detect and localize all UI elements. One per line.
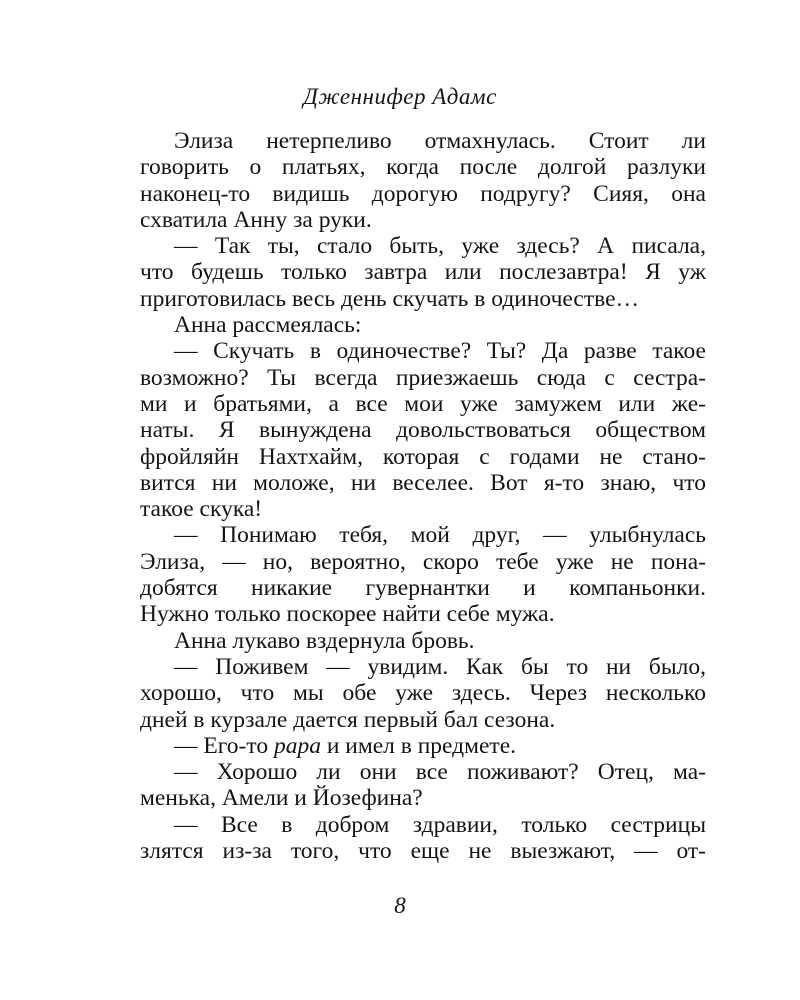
text-line: наты. Я вынуждена довольствоваться обществом: [140, 417, 706, 444]
text-line: ми и братьями, а все мои уже замужем или же-: [140, 390, 706, 417]
text-line: Анна рассмеялась:: [174, 312, 362, 339]
text-line: — Хорошо ли они все поживают? Отец, ма-: [174, 759, 706, 786]
text-line: Элиза, — но, вероятно, скоро тебе уже не пона-: [140, 548, 706, 575]
italic-word: papa: [273, 732, 321, 759]
text-line: — Все в добром здравии, только сестрицы: [174, 811, 706, 838]
text-line: Элиза нетерпеливо отмахнулась. Стоит ли: [174, 128, 706, 154]
paragraph: [140, 654, 706, 733]
paragraph: [140, 233, 706, 312]
page-number: 8: [394, 893, 406, 918]
paragraph: [140, 733, 706, 759]
text-run: и имел в предмете.: [320, 732, 517, 759]
page-body: [140, 128, 706, 864]
text-line: добятся никакие гувернантки и компаньонки.: [140, 575, 706, 602]
text-line: вится ни моложе, ни веселее. Вот я-то знаю, что: [140, 469, 706, 496]
text-line: — Скучать в одиночестве? Ты? Да разве такое: [174, 338, 706, 365]
text-line: — Поживем — увидим. Как бы то ни было,: [174, 653, 706, 680]
paragraph: [140, 338, 706, 522]
text-line: говорить о платьях, когда после долгой разлуки: [140, 154, 706, 181]
text-run: — Его-то: [174, 732, 274, 759]
text-line: схватила Анну за руки.: [140, 206, 372, 233]
paragraph: [140, 522, 706, 627]
text-line: Нужно только поскорее найти себе мужа.: [140, 601, 555, 628]
text-line: дней в курзале дается первый бал сезона.: [140, 706, 556, 733]
text-line: — Понимаю тебя, мой друг, — улыбнулась: [174, 522, 706, 549]
paragraph: [140, 128, 706, 233]
text-line: Анна лукаво вздернула бровь.: [174, 627, 475, 654]
paragraph: [140, 812, 706, 865]
text-line: — Так ты, стало быть, уже здесь? А писала,: [174, 233, 706, 260]
paragraph: [140, 759, 706, 812]
text-line: менька, Амели и Йозефина?: [140, 785, 423, 812]
running-header: Дженнифер Адамс: [303, 84, 497, 109]
text-line: такое скука!: [140, 496, 263, 523]
text-line: [140, 733, 706, 759]
text-line: злятся из-за того, что еще не выезжают, — от-: [140, 838, 706, 865]
text-line: приготовилась весь день скучать в одиночестве…: [140, 285, 639, 312]
text-line: наконец-то видишь дорогую подругу? Сияя, она: [140, 180, 706, 207]
paragraph: [140, 312, 706, 338]
text-line: что будешь только завтра или послезавтра! Я уж: [140, 259, 706, 286]
text-line: хорошо, что мы обе уже здесь. Через несколько: [140, 680, 706, 707]
text-line: возможно? Ты всегда приезжаешь сюда с сестра-: [140, 364, 706, 391]
text-line: фройляйн Нахтхайм, которая с годами не стано-: [140, 443, 706, 470]
paragraph: [140, 628, 706, 654]
